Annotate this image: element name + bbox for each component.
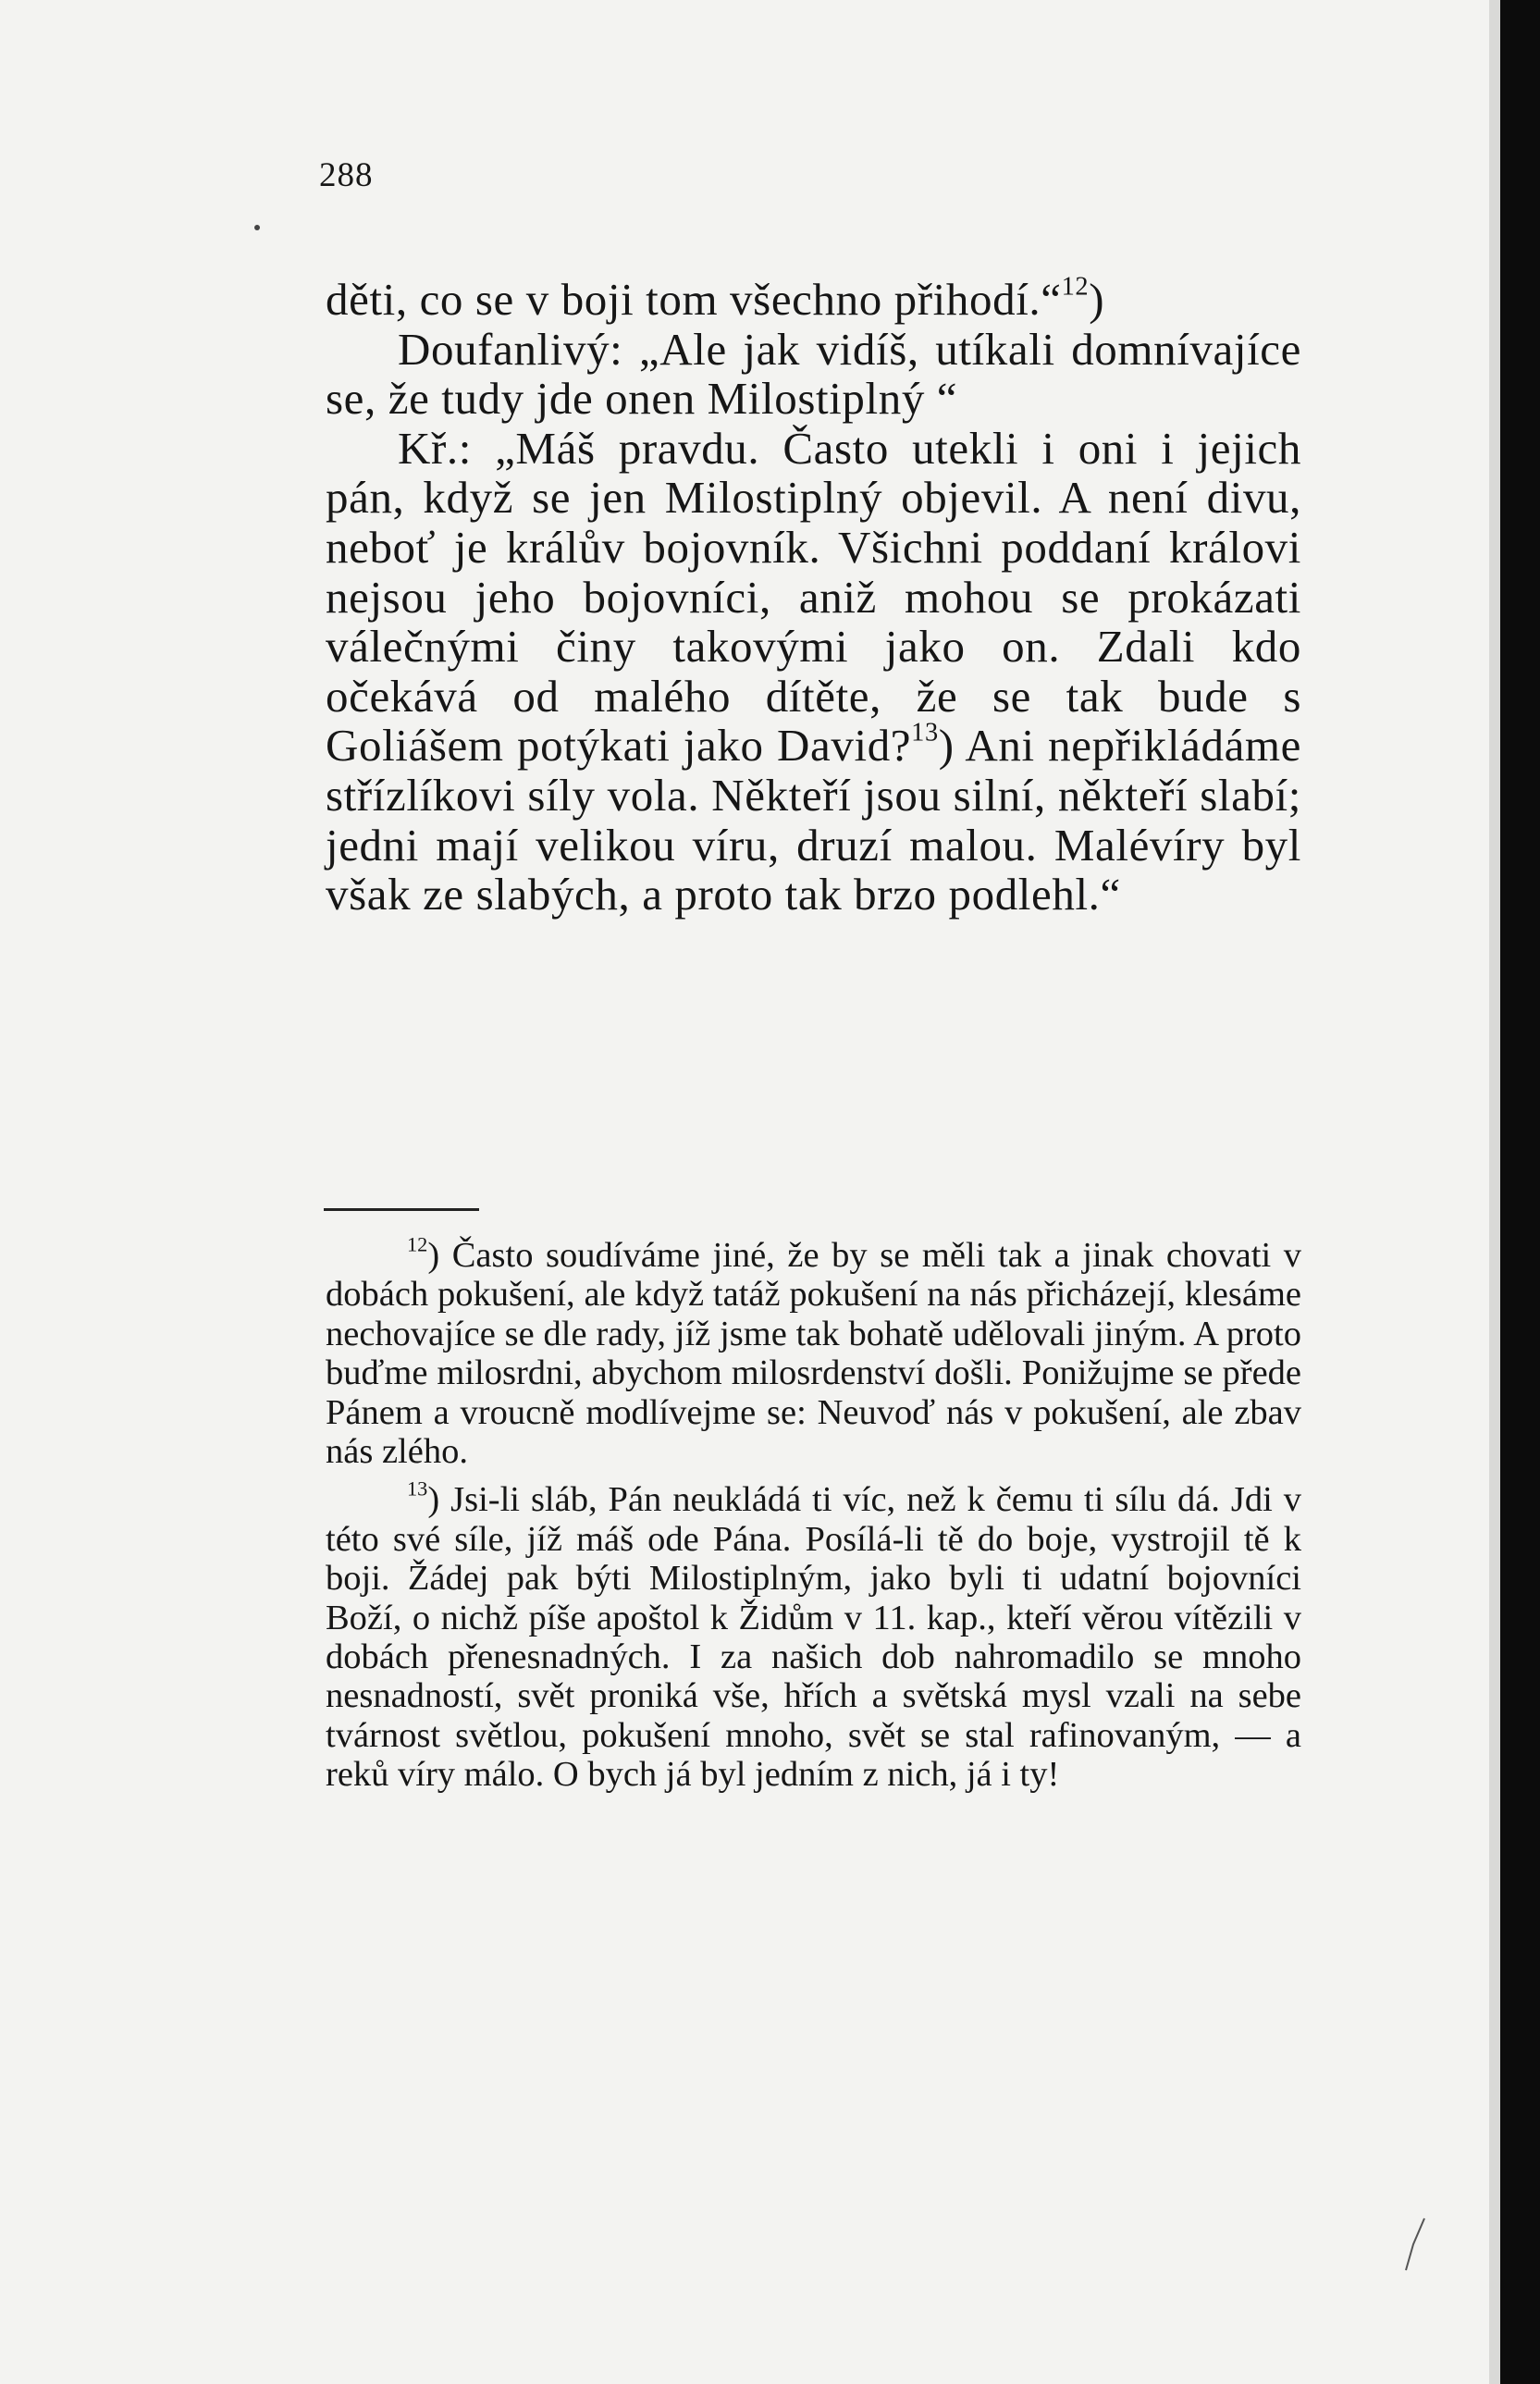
ink-speck [254, 225, 260, 230]
pencil-mark [1400, 2217, 1428, 2272]
footnote: $^{12}$) Často soudíváme jiné, že by se měli tak a jinak chovati v dobách pokušení, ale když tatáž pokušení na nás přicházejí, klesáme nechovajíce se dle rady, jíž jsme tak bohatě udělovali jiným. A proto buďme milosrdni, abychom milosrdenství došli. Ponižujme se přede Pánem a vroucně modlívejme se: Neuvoď nás v pokušení, ale zbav nás zlého. [326, 1232, 1301, 1472]
footnote-text: Jsi-li sláb, Pán neukládá ti víc, než k čemu ti sílu dá. Jdi v této své síle, jíž máš ode Pána. Posílá-li tě do boje, vystrojil tě k boji. Žádej pak býti Milostiplným, jako byli ti udatní bojovníci Boží, o nichž píše apoštol k Židům v 11. kap., kteří věrou vítězili v dobách přenesnadných. I za našich dob nahromadilo se mnoho nesnadností, svět proniká vše, hřích a světská mysl vzali na sebe tvárnost světlou, pokušení mnoho, svět se stal rafinovaným, — a reků víry málo. O bych já byl jedním z nich, já i ty! [326, 1480, 1301, 1795]
paragraph-text: Doufanlivý: „Ale jak vidíš, utíkali domnívajíce se, že tudy jde onen Milostiplný “ [326, 323, 1301, 425]
paragraph-text: děti, co se v boji tom všechno přihodí.“ [326, 274, 1062, 325]
footnote-ref[interactable]: 12 [1061, 272, 1090, 302]
paragraph: děti, co se v boji tom všechno přihodí.“$^{12}$) [326, 272, 1105, 325]
footnote: $^{13}$) Jsi-li sláb, Pán neukládá ti víc, než k čemu ti sílu dá. Jdi v této své síle, jíž máš ode Pána. Posílá-li tě do boje, vystrojil tě k boji. Žádej pak býti Milostiplným, jako byli ti udatní bojovníci Boží, o nichž píše apoštol k Židům v 11. kap., kteří věrou vítězili v dobách přenesnadných. I za našich dob nahromadilo se mnoho nesnadností, svět proniká vše, hřích a světská mysl vzali na sebe tvárnost světlou, pokušení mnoho, svět se stal rafinovaným, — a reků víry málo. O bych já byl jedním z nich, já i ty! [326, 1476, 1301, 1795]
footnote-mark: 13 [407, 1476, 428, 1501]
paragraph-text: Kř.: „Máš pravdu. Často utekli i oni i jejich pán, když se jen Milostiplný objevil. A není divu, neboť je králův bojovník. Všichni poddaní královi nejsou jeho bojovníci, aniž mohou se prokázati válečnými činy takovými jako on. Zdali kdo očekává od malého dítěte, že se tak bude s Goliášem potýkati jako David? [326, 422, 1301, 772]
footnote-text: Často soudíváme jiné, že by se měli tak a jinak chovati v dobách pokušení, ale když tatáž pokušení na nás přicházejí, klesáme nechovajíce se dle rady, jíž jsme tak bohatě udělovali jiným. A proto buďme milosrdni, abychom milosrdenství došli. Ponižujme se přede Pánem a vroucně modlívejme se: Neuvoď nás v pokušení, ale zbav nás zlého. [326, 1236, 1301, 1472]
paragraph-text-continued: Ani nepřikládáme střízlíkovi síly vola. Někteří jsou silní, někteří slabí; jedni mají velikou víru, druzí malou. Malévíry byl však ze slabých, a proto tak brzo podlehl.“ [326, 720, 1301, 920]
footnote-ref[interactable]: 13 [911, 719, 939, 748]
scan-border [1500, 0, 1540, 2384]
paragraph [326, 325, 1301, 424]
footnote-divider [324, 1208, 479, 1211]
footnote-mark: 12 [407, 1232, 428, 1256]
paragraph: Kř.: „Máš pravdu. Často utekli i oni i jejich pán, když se jen Milostiplný objevil. A není divu, neboť je králův bojovník. Všichni poddaní královi nejsou jeho bojovníci, aniž mohou se prokázati válečnými činy takovými jako on. Zdali kdo očekává od malého dítěte, že se tak bude s Goliášem potýkati jako David?$^{13}$) Ani nepřikládáme střízlíkovi síly vola. Někteří jsou silní, někteří slabí; jedni mají velikou víru, druzí malou. Malévíry byl však ze slabých, a proto tak brzo podlehl.“ [326, 422, 1301, 920]
page-edge-shadow [1489, 0, 1500, 2384]
page-number: 288 [319, 156, 374, 194]
footnotes [326, 1232, 1301, 1804]
main-text [326, 272, 1301, 920]
